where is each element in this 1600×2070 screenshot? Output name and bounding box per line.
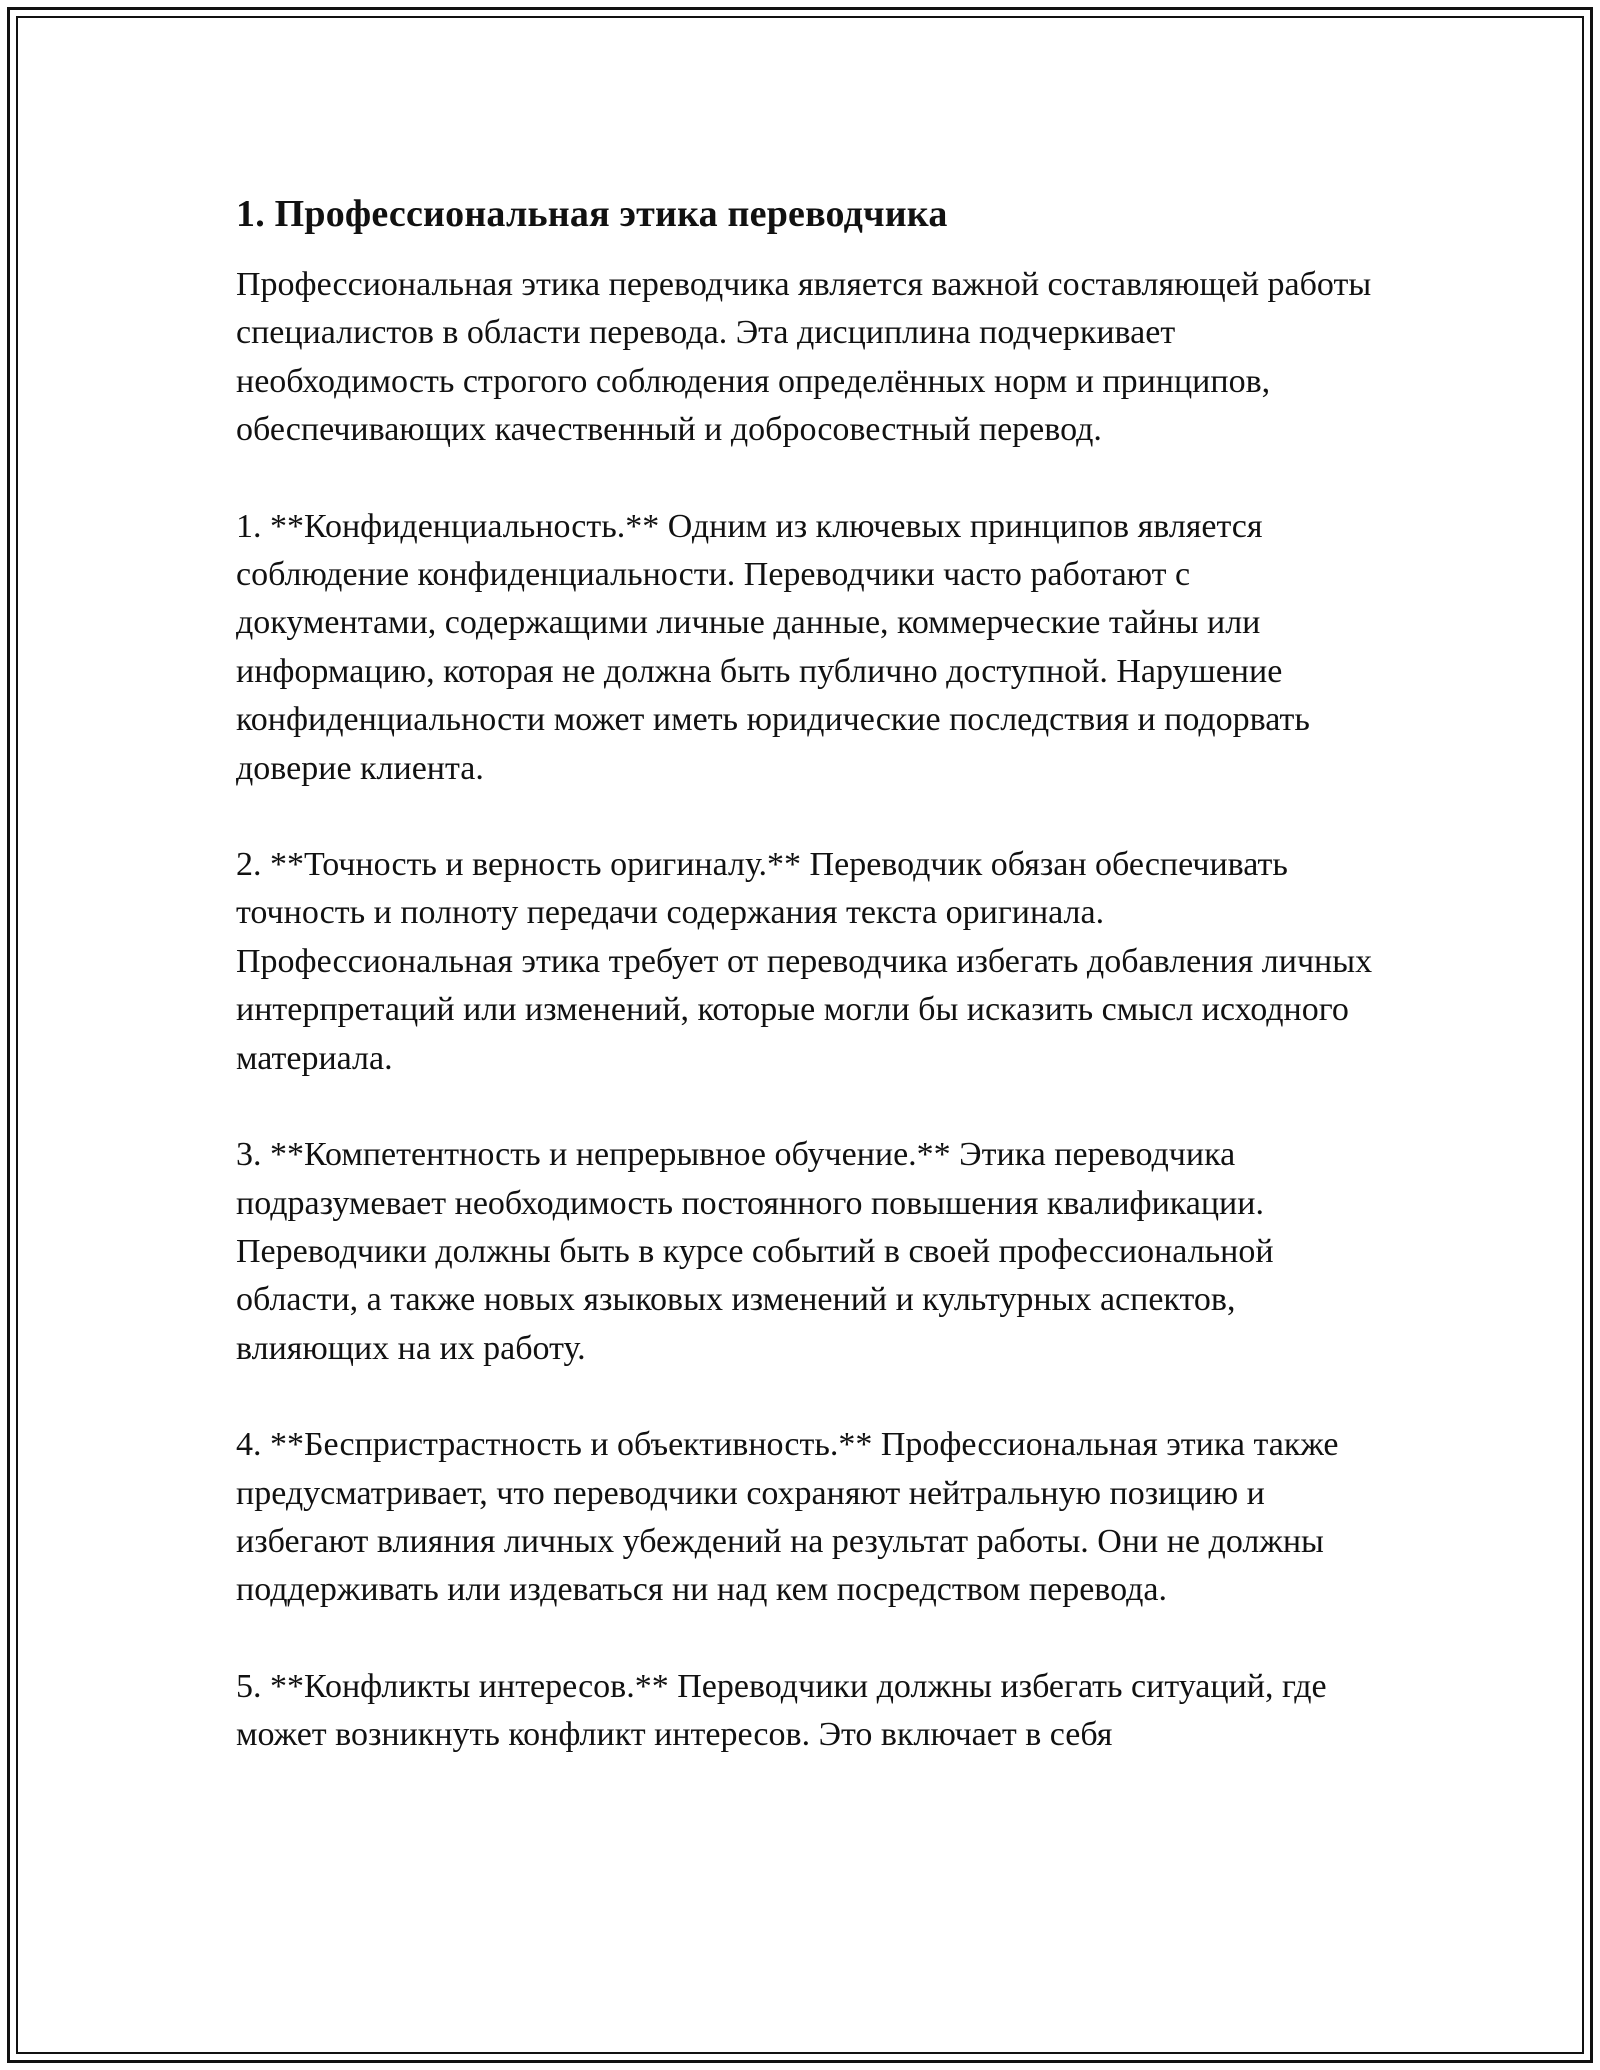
conflict-of-interest-paragraph: 5. **Конфликты интересов.** Переводчики должны избегать ситуаций, где может возникнуть конфликт интересов. Это включает в себя <box>236 1667 1327 1754</box>
accuracy-paragraph: 2. **Точность и верность оригиналу.** Переводчик обязан обеспечивать точность и полноту передачи содержания текста оригинала. Профессиональная этика требует от переводчика избегать добавления личных интерпретаций или изменений, которые могли бы исказить смысл исходного материала. <box>236 846 1373 1077</box>
document-body <box>236 186 1386 1808</box>
impartiality-paragraph: 4. **Беспристрастность и объективность.** Профессиональная этика также предусматривает, что переводчики сохраняют нейтральную позицию и избегают влияния личных убеждений на результат работы. Они не должны поддерживать или издеваться ни над кем посредством перевода. <box>236 1426 1339 1609</box>
competence-paragraph: 3. **Компетентность и непрерывное обучение.** Этика переводчика подразумевает необходимость постоянного повышения квалификации. Переводчики должны быть в курсе событий в своей профессиональной области, а также новых языковых изменений и культурных аспектов, влияющих на их работу. <box>236 1136 1274 1367</box>
document-title: 1. Профессиональная этика переводчика <box>236 193 948 235</box>
confidentiality-paragraph: 1. **Конфиденциальность.** Одним из ключевых принципов является соблюдение конфиденциальности. Переводчики часто работают с документами, содержащими личные данные, коммерческие тайны или информацию, которая не должна быть публично доступной. Нарушение конфиденциальности может иметь юридические последствия и подорвать доверие клиента. <box>236 507 1310 787</box>
intro-paragraph: Профессиональная этика переводчика является важной составляющей работы специалистов в области перевода. Эта дисциплина подчеркивает необходимость строгого соблюдения определённых норм и принципов, обеспечивающих качественный и добросовестный перевод. <box>236 266 1372 449</box>
